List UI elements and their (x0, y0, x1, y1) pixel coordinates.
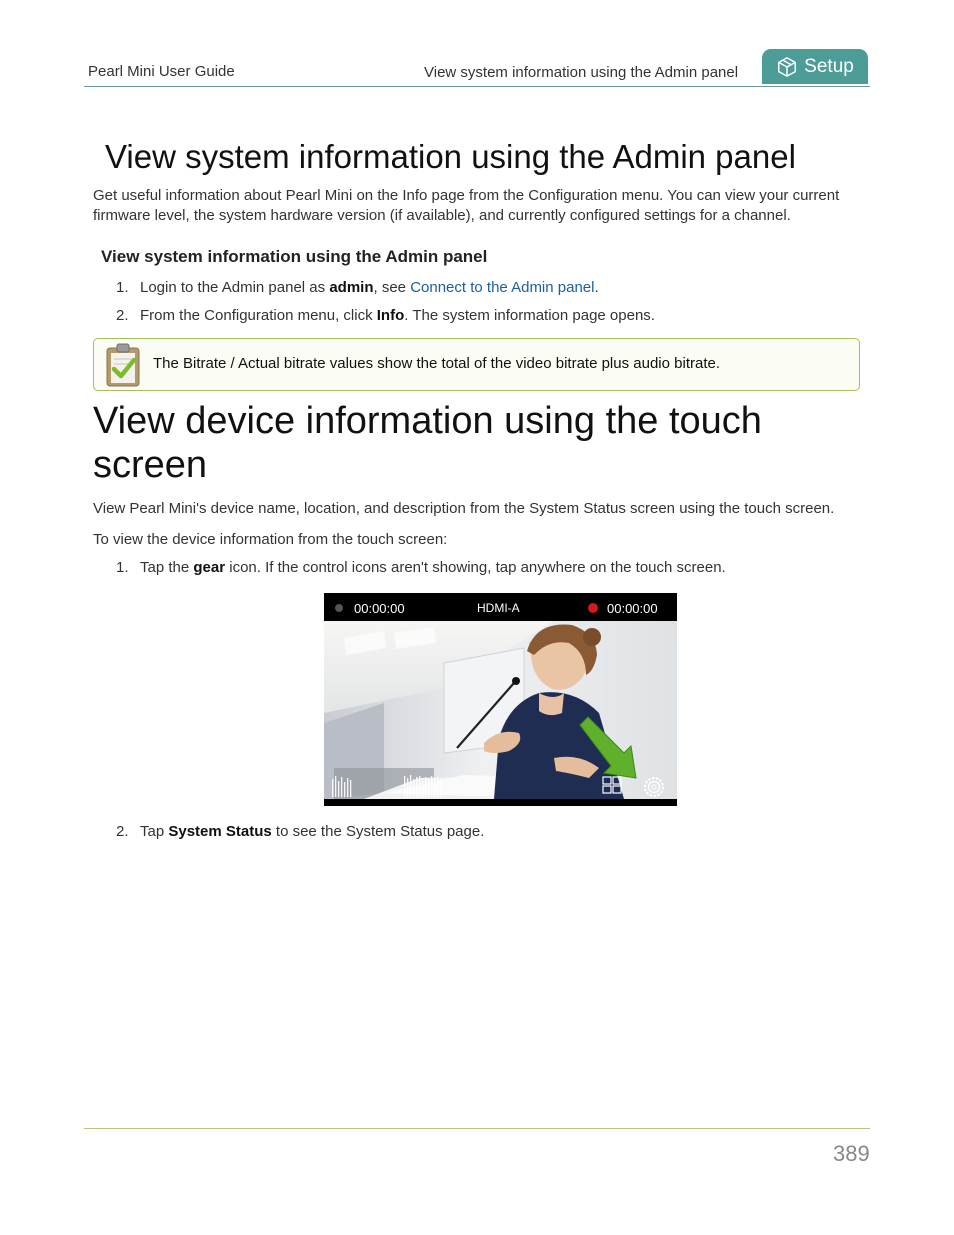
step-text: From the Configuration menu, click (140, 307, 377, 324)
step-text: icon. If the control icons aren't showing, tap anywhere on the touch screen. (225, 559, 726, 576)
header-guide-title: Pearl Mini User Guide (88, 63, 235, 80)
step-text: Login to the Admin panel as (140, 279, 330, 296)
step-number: 1. (116, 279, 129, 296)
setup-tab[interactable] (762, 49, 868, 84)
step-bold: gear (193, 559, 226, 576)
step-text: , see (373, 279, 411, 296)
setup-tab-label: Setup (804, 55, 854, 77)
step-number: 2. (116, 823, 129, 840)
note-text: The Bitrate / Actual bitrate values show the total of the video bitrate plus audio bitrate. (153, 355, 720, 372)
footer-divider (84, 1128, 870, 1129)
section1-intro: Get useful information about Pearl Mini on the Info page from the Configuration menu. You can view your current firmware level, the system hardware version (if available), and currently configured settings for a channel. (93, 187, 840, 224)
header-divider (84, 86, 870, 87)
step-bold: System Status (168, 823, 272, 840)
header-section-title: View system information using the Admin panel (424, 64, 739, 81)
left-timer: 00:00:00 (354, 601, 405, 616)
step-text: Tap (140, 823, 169, 840)
record-indicator (588, 603, 598, 613)
right-timer: 00:00:00 (607, 601, 658, 616)
section2-title: View device information using the touch screen (93, 400, 762, 486)
step-text: . The system information page opens. (404, 307, 655, 324)
section2-intro: View Pearl Mini's device name, location, and description from the System Status screen using the touch screen. (93, 500, 835, 517)
source-label: HDMI-A (477, 601, 520, 615)
step-bold: Info (376, 307, 405, 324)
touch-screen-screenshot (324, 593, 677, 806)
section2-lead: To view the device information from the touch screen: (93, 531, 448, 548)
step-number: 1. (116, 559, 129, 576)
step-text: Tap the (140, 559, 194, 576)
step-text: . (594, 279, 599, 296)
step-number: 2. (116, 307, 129, 324)
connect-admin-link[interactable]: Connect to the Admin panel (410, 279, 595, 296)
step-text: to see the System Status page. (271, 823, 485, 840)
box-icon (776, 56, 798, 78)
page-number: 389 (833, 1141, 870, 1166)
procedure-title: View system information using the Admin panel (101, 247, 488, 266)
step-bold: admin (329, 279, 374, 296)
clipboard-check-icon (104, 342, 142, 388)
section1-title: View system information using the Admin panel (105, 138, 796, 175)
note-box (93, 338, 860, 391)
